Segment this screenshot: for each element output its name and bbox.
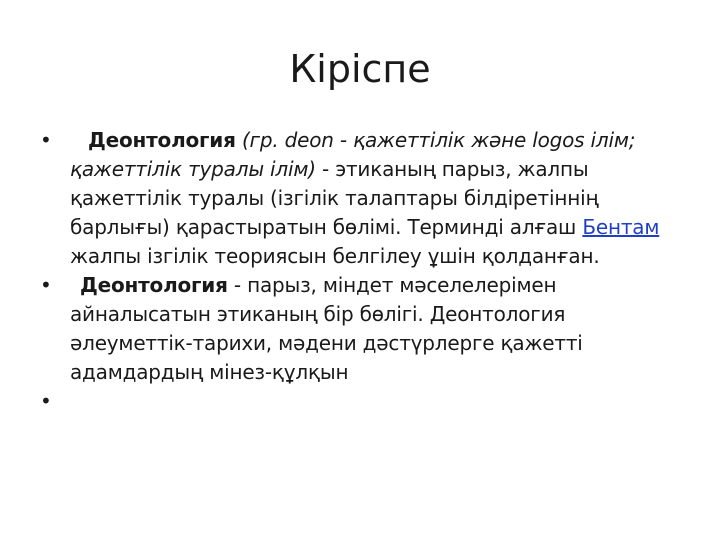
bullet-text	[70, 273, 583, 384]
bullet-marker: •	[40, 389, 52, 413]
list-item	[40, 387, 690, 416]
bullet-marker: •	[40, 128, 52, 152]
definition-text: - парыз, міндет мәселелерімен айналысатын этиканың бір бөлігі. Деонтология әлеуметтік-тарихи, мәдени дәстүрлерге қажетті адамдардың мінез-құлқын	[70, 273, 583, 384]
list-item	[40, 126, 690, 271]
bullet-list	[40, 126, 690, 416]
list-item	[40, 271, 690, 387]
bullet-text	[70, 128, 659, 268]
term-deontology: Деонтология	[88, 128, 236, 152]
term-deontology: Деонтология	[80, 273, 228, 297]
bullet-marker: •	[40, 273, 52, 297]
bentham-link[interactable]: Бентам	[582, 215, 660, 239]
slide-title: Кіріспе	[289, 47, 431, 91]
definition-tail: жалпы ізгілік теориясын белгілеу ұшін қолданған.	[70, 244, 600, 268]
definition-text: - этиканың парыз, жалпы қажеттілік туралы (ізгілік талаптары білдіретіннің барлығы) қарастыратын бөлімі. Терминді алғаш	[70, 157, 599, 239]
etymology-text: (гр. deon - қажеттілік және logos ілім; қажеттілік туралы ілім)	[70, 128, 636, 181]
